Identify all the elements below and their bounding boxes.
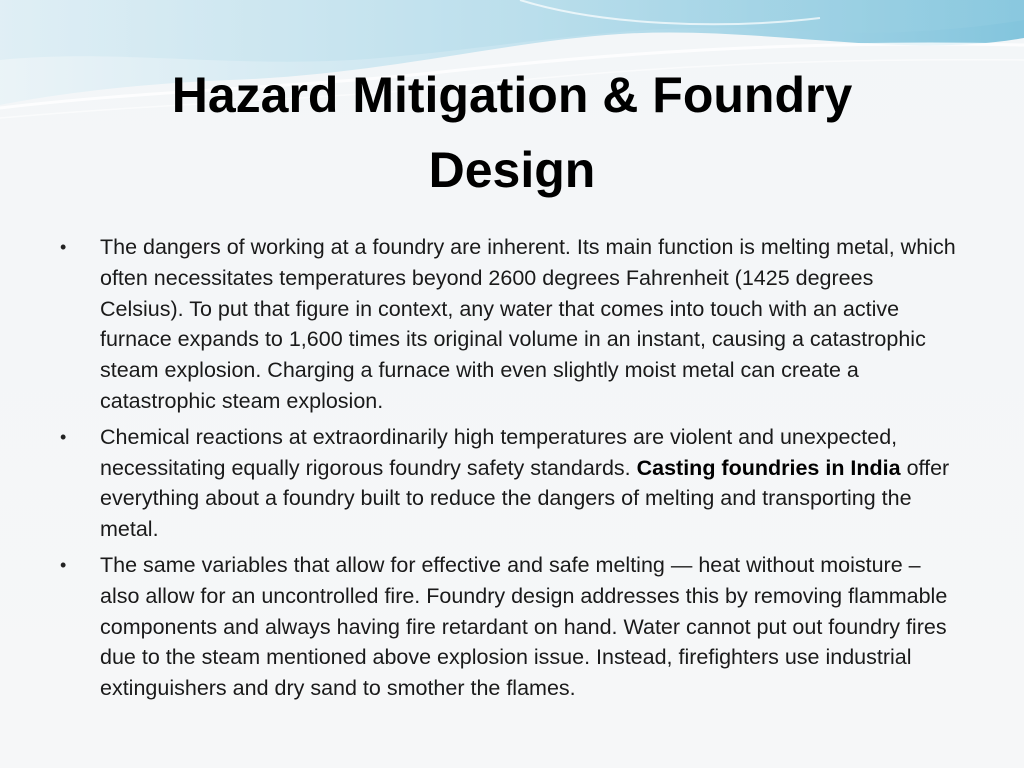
slide-title-line-1: Hazard Mitigation & Foundry (171, 67, 853, 123)
bullet-list (60, 232, 960, 709)
bullet-item (60, 232, 960, 417)
bullet-item (60, 550, 960, 704)
bullet-text: The same variables that allow for effective and safe melting — heat without moisture – also allow for an uncontrolled fire. Foundry design addresses this by removing flammable components and always having fire retardant on hand. Water cannot put out foundry fires due to the steam mentioned above explosion issue. Instead, firefighters use industrial extinguishers and dry sand to smother the flames. (100, 552, 948, 701)
slide-title-line-2: Design (428, 142, 596, 198)
bullet-icon: • (60, 237, 67, 257)
slide-title (60, 58, 964, 208)
bullet-text: The dangers of working at a foundry are inherent. Its main function is melting metal, which often necessitates temperatures beyond 2600 degrees Fahrenheit (1425 degrees Celsius). To put that figure in context, any water that comes into touch with an active furnace expands to 1,600 times its original volume in an instant, causing a catastrophic steam explosion. Charging a furnace with even slightly moist metal can create a catastrophic steam explosion. (100, 235, 956, 413)
bullet-icon: • (60, 554, 67, 575)
bullet-text-part: Chemical reactions at extraordinarily high temperatures are violent and unexpected, necessitating equally rigorous foundry safety standards. (100, 424, 898, 480)
bullet-item (60, 422, 960, 545)
bullet-text-part: offer everything about a foundry built to reduce the dangers of melting and transporting the metal. (100, 455, 950, 542)
bullet-text (100, 425, 949, 541)
bullet-icon: • (60, 426, 67, 447)
bullet-bold-phrase: Casting foundries in India (636, 455, 901, 480)
